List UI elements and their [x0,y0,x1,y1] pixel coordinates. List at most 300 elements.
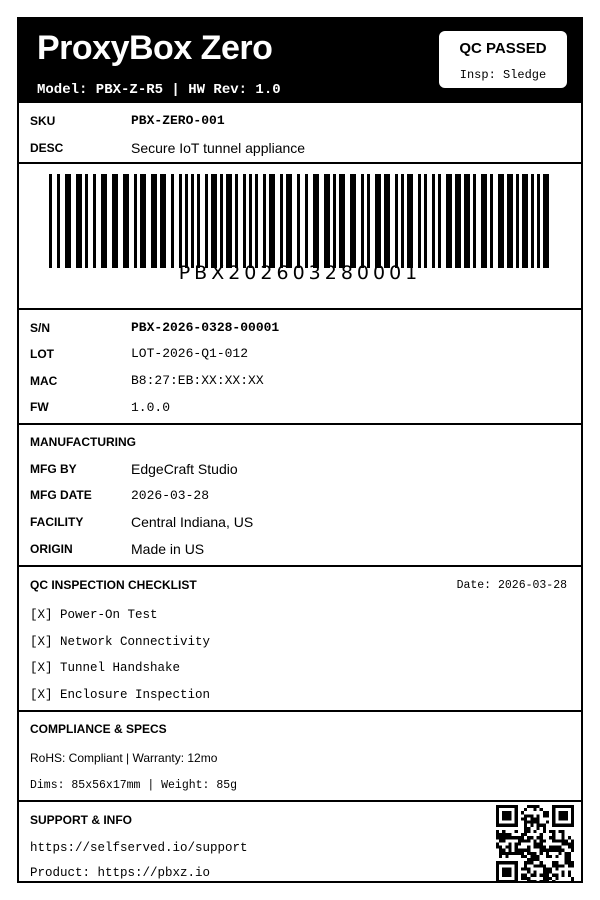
qr-module [518,852,521,855]
qc-passed-badge [439,31,567,88]
barcode-bar [531,174,534,268]
sn-label: S/N [30,321,51,335]
qr-module [537,864,540,867]
barcode-bar [464,174,470,268]
qr-module [537,805,540,808]
qr-module [562,874,565,877]
barcode-bar [297,174,300,268]
qr-module [508,833,511,836]
qr-module [502,830,505,833]
qr-module [508,849,511,852]
qr-module [555,839,558,842]
barcode-bar [286,174,292,268]
qr-module [527,877,530,880]
barcode-bar [171,174,174,268]
qr-module [552,846,555,849]
qr-module [524,864,527,867]
qr-module [540,808,543,811]
qr-module [540,874,543,877]
qr-module [530,805,533,808]
manufacturing-title: MANUFACTURING [30,435,136,449]
qr-module [543,877,546,880]
barcode-text: PBX202603280001 [178,262,422,284]
barcode-bar [93,174,96,268]
qr-module [571,861,574,864]
qr-module [546,821,549,824]
qr-module [499,852,502,855]
barcode-bar [255,174,258,268]
qr-module [524,849,527,852]
mac-label: MAC [30,374,58,388]
qr-module [543,871,546,874]
qr-module [530,861,533,864]
qr-module [540,861,543,864]
qr-module [521,833,524,836]
qr-module [552,880,555,883]
qr-module [533,808,536,811]
qr-module [558,830,561,833]
qr-module [543,880,546,883]
qr-module [543,874,546,877]
qr-module [549,846,552,849]
barcode-bar [473,174,476,268]
qr-module [540,839,543,842]
barcode-bar [235,174,238,268]
qr-module [546,880,549,883]
qr-module [549,855,552,858]
qr-module [549,867,552,870]
qr-module [571,846,574,849]
qr-module [518,836,521,839]
barcode-bar [249,174,252,268]
qr-module [533,821,536,824]
qr-module [533,830,536,833]
qr-module [565,855,568,858]
qr-module [496,846,499,849]
qr-module [508,846,511,849]
qr-module [555,874,558,877]
product-label [17,17,583,883]
qr-module [558,852,561,855]
facility-label: FACILITY [30,515,84,529]
origin-value: Made in US [131,541,205,557]
barcode-bar [516,174,519,268]
qr-module [540,833,543,836]
barcode-bar [57,174,60,268]
qr-module [562,830,565,833]
qr-module [518,839,521,842]
qr-module [540,846,543,849]
qr-module [558,864,561,867]
barcode-bar [85,174,88,268]
qr-module [549,871,552,874]
qr-module [540,849,543,852]
qr-module [540,864,543,867]
barcode-bar [313,174,319,268]
qr-module [558,839,561,842]
qr-module [527,821,530,824]
qr-module [543,811,546,814]
barcode-bar [49,174,52,268]
qr-module [533,842,536,845]
barcode-bar [339,174,345,268]
qr-module [546,811,549,814]
qr-module [568,836,571,839]
qr-module [530,858,533,861]
sn-value: PBX-2026-0328-00001 [131,320,280,335]
barcode-bar [101,174,107,268]
qr-module [515,836,518,839]
qr-module [527,871,530,874]
qr-module [530,855,533,858]
qr-module [552,833,555,836]
qr-module [515,830,518,833]
barcode-bar [522,174,528,268]
qr-module [521,855,524,858]
qr-module [533,880,536,883]
qr-module [537,827,540,830]
qr-module [527,836,530,839]
qr-module [530,836,533,839]
qr-module [499,846,502,849]
qr-module [562,849,565,852]
qc-date: Date: 2026-03-28 [456,579,567,592]
barcode-bar [197,174,200,268]
barcode-bar [305,174,308,268]
qr-module [524,821,527,824]
qr-module [527,846,530,849]
qr-module [515,846,518,849]
qr-module [518,849,521,852]
qr-module [543,830,546,833]
qr-module [508,836,511,839]
barcode-bar [384,174,390,268]
qr-module [524,867,527,870]
qr-module [543,864,546,867]
facility-value: Central Indiana, US [131,514,254,530]
qr-module [546,855,549,858]
qr-module [571,864,574,867]
qr-module [565,861,568,864]
qr-module [565,858,568,861]
qr-module [496,833,499,836]
qr-module [508,852,511,855]
barcode-bar [446,174,452,268]
qr-module [565,842,568,845]
barcode-bar [407,174,413,268]
qr-module [552,861,555,864]
qr-module [527,839,530,842]
qr-module [558,846,561,849]
qr-module [552,864,555,867]
qr-module [521,839,524,842]
qc-status: QC PASSED [459,40,547,57]
qr-module [540,824,543,827]
qr-module [562,864,565,867]
qr-module [543,849,546,852]
qr-module [552,839,555,842]
qr-module [533,846,536,849]
qr-module [530,814,533,817]
qr-module [537,842,540,845]
barcode-bar [220,174,223,268]
qr-module [568,864,571,867]
qr-module [555,877,558,880]
qr-module [527,861,530,864]
qr-module [537,817,540,820]
product-title: ProxyBox Zero [37,29,273,67]
qr-module [527,830,530,833]
qr-module [543,814,546,817]
barcode-bar [134,174,137,268]
qr-module [524,861,527,864]
fw-label: FW [30,400,49,414]
qr-module [562,842,565,845]
qr-module [521,836,524,839]
barcode-bar [543,174,549,268]
qr-module [543,846,546,849]
qr-module [521,849,524,852]
divider [19,565,581,567]
product-url: Product: https://pbxz.io [30,866,211,880]
qr-module [512,852,515,855]
qr-module [552,830,555,833]
qr-module [530,821,533,824]
qr-module [499,839,502,842]
qr-module [521,811,524,814]
qr-code [496,805,574,883]
qr-module [549,830,552,833]
qr-module [527,880,530,883]
qr-module [546,849,549,852]
qr-module [568,842,571,845]
qr-module [568,861,571,864]
barcode-bar [395,174,398,268]
qr-module [568,846,571,849]
barcode-bar [123,174,129,268]
qr-module [537,836,540,839]
barcode-bar [507,174,513,268]
support-title: SUPPORT & INFO [30,813,133,827]
qr-module [508,842,511,845]
qr-module [527,867,530,870]
qr-module [512,836,515,839]
barcode-bar [151,174,157,268]
qr-module [558,811,567,820]
barcode-bar [243,174,246,268]
qr-module [499,833,502,836]
barcode-bar [179,174,182,268]
qr-module [524,833,527,836]
compliance-title: COMPLIANCE & SPECS [30,722,167,736]
barcode-bar [481,174,487,268]
qr-module [552,874,555,877]
checklist-item: [X] Tunnel Handshake [30,661,181,675]
qr-module [505,836,508,839]
qr-module [530,874,533,877]
qr-module [533,852,536,855]
barcode-bar [438,174,441,268]
checklist-item: [X] Network Connectivity [30,635,211,649]
qr-module [546,867,549,870]
qr-module [515,842,518,845]
qr-module [530,880,533,883]
barcode [49,174,551,268]
divider [19,423,581,425]
qr-module [540,842,543,845]
barcode-bar [537,174,540,268]
divider [19,308,581,310]
qr-module [527,814,530,817]
qr-module [571,880,574,883]
qr-module [533,858,536,861]
qr-module [540,836,543,839]
qr-module [533,817,536,820]
qr-module [537,821,540,824]
barcode-bar [333,174,336,268]
qr-module [499,855,502,858]
qr-module [537,858,540,861]
qr-module [558,849,561,852]
qr-module [533,805,536,808]
qr-module [555,849,558,852]
qr-module [562,833,565,836]
lot-label: LOT [30,347,54,361]
qr-module [524,817,527,820]
qr-module [515,852,518,855]
qr-module [502,836,505,839]
qr-module [521,877,524,880]
qr-module [524,808,527,811]
sku-value: PBX-ZERO-001 [131,113,225,128]
qr-module [571,839,574,842]
qr-module [549,849,552,852]
mfg-date-value: 2026-03-28 [131,488,210,503]
qr-module [533,871,536,874]
qr-module [533,839,536,842]
checklist-item: [X] Power-On Test [30,608,158,622]
mfg-date-label: MFG DATE [30,488,92,502]
qr-module [524,855,527,858]
mfg-by-label: MFG BY [30,462,77,476]
qr-module [568,871,571,874]
qr-module [527,827,530,830]
qr-module [502,833,505,836]
qr-module [546,871,549,874]
qr-module [546,814,549,817]
qr-module [565,839,568,842]
divider [19,162,581,164]
barcode-bar [455,174,461,268]
qr-module [552,849,555,852]
qr-module [549,877,552,880]
qr-module [524,877,527,880]
barcode-bar [226,174,232,268]
barcode-bar [361,174,364,268]
qr-module [502,849,505,852]
qr-module [515,849,518,852]
qr-module [502,867,511,876]
barcode-bar [140,174,146,268]
qr-module [502,839,505,842]
qr-module [521,852,524,855]
qr-module [562,839,565,842]
lot-value: LOT-2026-Q1-012 [131,346,249,361]
qr-module [533,855,536,858]
inspector: Insp: Sledge [459,68,547,82]
qr-module [540,880,543,883]
qr-module [533,874,536,877]
qr-module [546,877,549,880]
mfg-by-value: EdgeCraft Studio [131,461,238,477]
barcode-bar [185,174,188,268]
qr-module [505,852,508,855]
support-url: https://selfserved.io/support [30,841,248,855]
qr-module [555,855,558,858]
qr-module [502,811,511,820]
qr-module [530,824,533,827]
qr-module [540,852,543,855]
divider [19,710,581,712]
mac-value: B8:27:EB:XX:XX:XX [131,373,264,388]
qr-module [543,867,546,870]
qr-module [502,852,505,855]
qr-module [543,824,546,827]
qr-module [555,864,558,867]
qr-module [496,836,499,839]
barcode-bar [424,174,427,268]
barcode-bar [375,174,381,268]
qr-module [505,846,508,849]
qr-module [565,852,568,855]
qr-module [530,852,533,855]
qr-module [555,846,558,849]
barcode-bar [401,174,404,268]
barcode-bar [65,174,71,268]
checklist-item: [X] Enclosure Inspection [30,688,211,702]
model-hw-line: Model: PBX-Z-R5 | HW Rev: 1.0 [37,82,281,98]
qr-module [549,836,552,839]
qr-module [568,852,571,855]
qr-module [496,842,499,845]
barcode-bar [76,174,82,268]
label-header [19,19,581,103]
qr-module [530,817,533,820]
desc-value: Secure IoT tunnel appliance [131,140,306,156]
qr-module [537,846,540,849]
qr-module [518,842,521,845]
qr-module [571,842,574,845]
qr-module [496,830,499,833]
qr-module [546,874,549,877]
qr-module [555,861,558,864]
qr-module [527,805,530,808]
qr-module [505,855,508,858]
qr-module [543,827,546,830]
barcode-bar [191,174,194,268]
barcode-bar [418,174,421,268]
barcode-bar [367,174,370,268]
qr-module [546,852,549,855]
qr-module [505,833,508,836]
qr-module [552,836,555,839]
qr-module [533,864,536,867]
qr-module [524,839,527,842]
barcode-bar [350,174,356,268]
barcode-bar [498,174,504,268]
qr-module [537,814,540,817]
rohs-warranty: RoHS: Compliant | Warranty: 12mo [30,751,218,765]
